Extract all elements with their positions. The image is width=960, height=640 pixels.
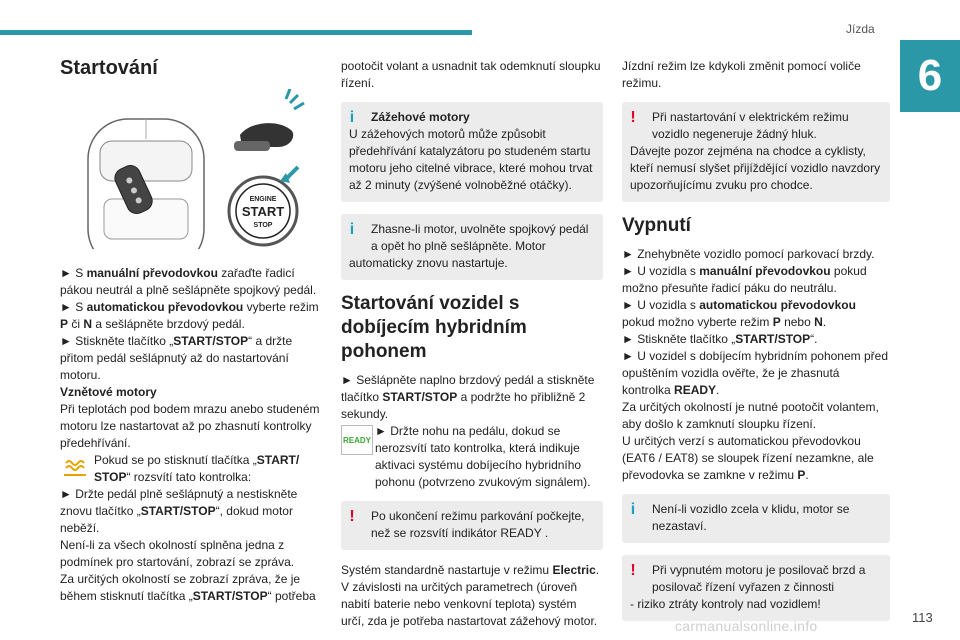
para-parameters: V závislosti na určitých parametrech (úroveň nabití baterie nebo venkovní teplota) systém určí, zda je potřeba nastartovat zážehový motor.	[341, 580, 598, 628]
box-text-petrol: U zážehových motorů může způsobit předehřívání katalyzátoru po studeném startu motoru jeho citelné vibrace, které mohou trvat až 2 minuty (zvýšené volnoběžné otáčky).	[349, 127, 593, 192]
para-manual: ► S manuální převodovkou zařaďte řadicí pákou neutrál a plně sešlápněte spojkový pedál.	[60, 266, 317, 297]
para-steering-cont: pootočit volant a usnadnit tak odemknutí sloupku řízení.	[341, 59, 601, 90]
box-text-stall-first: Zhasne-li motor, uvolněte spojkový pedál a opět ho plně sešlápněte. Motor	[371, 222, 589, 253]
info-icon: i	[349, 221, 355, 238]
start-label: START	[241, 204, 285, 219]
ready-indicator-icon: READY	[341, 425, 373, 455]
para-automatic-mode: ► U vozidla s automatickou převodovkou pokud možno vyberte režim P nebo N.	[622, 298, 856, 329]
para-automatic: ► S automatickou převodovkou vyberte režim P či N a sešlápněte brzdový pedál.	[60, 300, 319, 331]
para-hybrid-press: ► Sešlápněte naplno brzdový pedál a stiskněte tlačítko START/STOP a podržte ho přibližně 2 sekundy.	[341, 373, 595, 421]
para-press-stop: ► Stiskněte tlačítko „START/STOP“.	[622, 332, 818, 346]
preheat-warning-icon	[60, 454, 90, 482]
warning-box-assist-off	[622, 555, 890, 621]
ready-row	[341, 423, 603, 491]
stop-label: STOP	[253, 222, 273, 229]
box-text-noise-rest: Dávejte pozor zejména na chodce a cyklisty, kteří nemusí slyšet přijíždějící vozidlo navzdory upozorňujícímu zvuku pro chodce.	[630, 144, 881, 192]
info-box-stall	[341, 214, 603, 280]
warning-icon: !	[349, 508, 355, 525]
para-press-button: ► Stiskněte tlačítko „START/STOP“ a držte přitom pedál sešlápnutý až do nastartování motoru.	[60, 334, 293, 382]
column-1	[60, 57, 322, 605]
column-3	[622, 58, 890, 633]
page-number: 113	[912, 610, 933, 625]
para-steering-message: Za určitých okolností se zobrazí zpráva, že je během stisknutí tlačítka „START/STOP“ potřeba	[60, 572, 316, 603]
para-eat-versions: U určitých verzí s automatickou převodovkou (EAT6 / EAT8) se sloupek řízení nezamkne, ale převodovka se zamkne v režimu P.	[622, 434, 874, 482]
subhead-diesel: Vznětové motory	[60, 385, 157, 399]
box-text-noise-first: Při nastartování v elektrickém režimu vozidlo negeneruje žádný hluk.	[652, 110, 849, 141]
para-electric-mode: Systém standardně nastartuje v režimu Electric.	[341, 563, 600, 577]
warning-box-parking	[341, 501, 603, 550]
info-box-petrol	[341, 102, 603, 202]
para-manual-neutral: ► U vozidla s manuální převodovkou pokud možno přesuňte řadicí páku do neutrálu.	[622, 264, 867, 295]
box-text-not-stopped: Není-li vozidlo zcela v klidu, motor se nezastaví.	[652, 502, 850, 533]
start-illustration	[60, 89, 322, 249]
para-mode-change: Jízdní režim lze kdykoli změnit pomocí voliče režimu.	[622, 59, 861, 90]
info-icon: i	[349, 109, 355, 126]
section-title: Jízda	[846, 22, 875, 36]
warning-icon: !	[630, 562, 636, 579]
box-text-assist-rest: - riziko ztráty kontroly nad vozidlem!	[630, 597, 821, 611]
key-and-button-illustration	[60, 89, 322, 249]
para-ready-light: ► Držte nohu na pedálu, dokud se nerozsvítí tato kontrolka, která indikuje aktivaci systému dobíjecího hybridního pohonu (potvrzeno zvukovým signálem).	[375, 424, 591, 489]
heading-startovani: Startování	[60, 57, 158, 79]
heading-hybrid-start: Startování vozidel s dobíjecím hybridním pohonem	[341, 293, 527, 362]
info-box-not-stopped	[622, 494, 890, 543]
watermark: carmanualsonline.info	[675, 618, 818, 634]
box-text-assist-first: Při vypnutém motoru je posilovač brzd a posilovač řízení vyřazen z činnosti	[652, 563, 866, 594]
header-accent-bar	[0, 30, 472, 35]
warning-box-electric-noise	[622, 102, 890, 202]
preheat-row	[60, 452, 322, 486]
para-preheat: Při teplotách pod bodem mrazu anebo studeném motoru lze nastartovat až po zhasnutí kontrolky předehřívání.	[60, 402, 320, 450]
para-turn-wheel: Za určitých okolností je nutné pootočit volantem, aby došlo k zamknutí sloupku řízení.	[622, 400, 879, 431]
para-hybrid-ready-off: ► U vozidel s dobíjecím hybridním pohonem před opuštěním vozidla ověřte, že je zhasnutá kontrolka READY.	[622, 349, 889, 397]
box-title-petrol: Zážehové motory	[371, 110, 470, 124]
para-condition-message: Není-li za všech okolností splněna jedna z podmínek pro startování, zobrazí se zpráva.	[60, 538, 295, 569]
engine-label: ENGINE	[249, 196, 277, 203]
para-hold-pedal: ► Držte pedál plně sešlápnutý a nestiskněte znovu tlačítko „START/STOP“, dokud motor neběží.	[60, 487, 298, 535]
para-if-light: Pokud se po stisknutí tlačítka „START/ STOP“ rozsvítí tato kontrolka:	[94, 453, 300, 484]
heading-vypnuti: Vypnutí	[622, 215, 691, 236]
box-text-stall-rest: automaticky znovu nastartuje.	[349, 256, 508, 270]
column-2	[341, 58, 603, 630]
chapter-tab: 6	[900, 40, 960, 112]
box-text-parking: Po ukončení režimu parkování počkejte, než se rozsvítí indikátor READY .	[371, 509, 585, 540]
info-icon: i	[630, 501, 636, 518]
warning-icon: !	[630, 109, 636, 126]
para-parking-brake: ► Znehybněte vozidlo pomocí parkovací brzdy.	[622, 247, 875, 261]
